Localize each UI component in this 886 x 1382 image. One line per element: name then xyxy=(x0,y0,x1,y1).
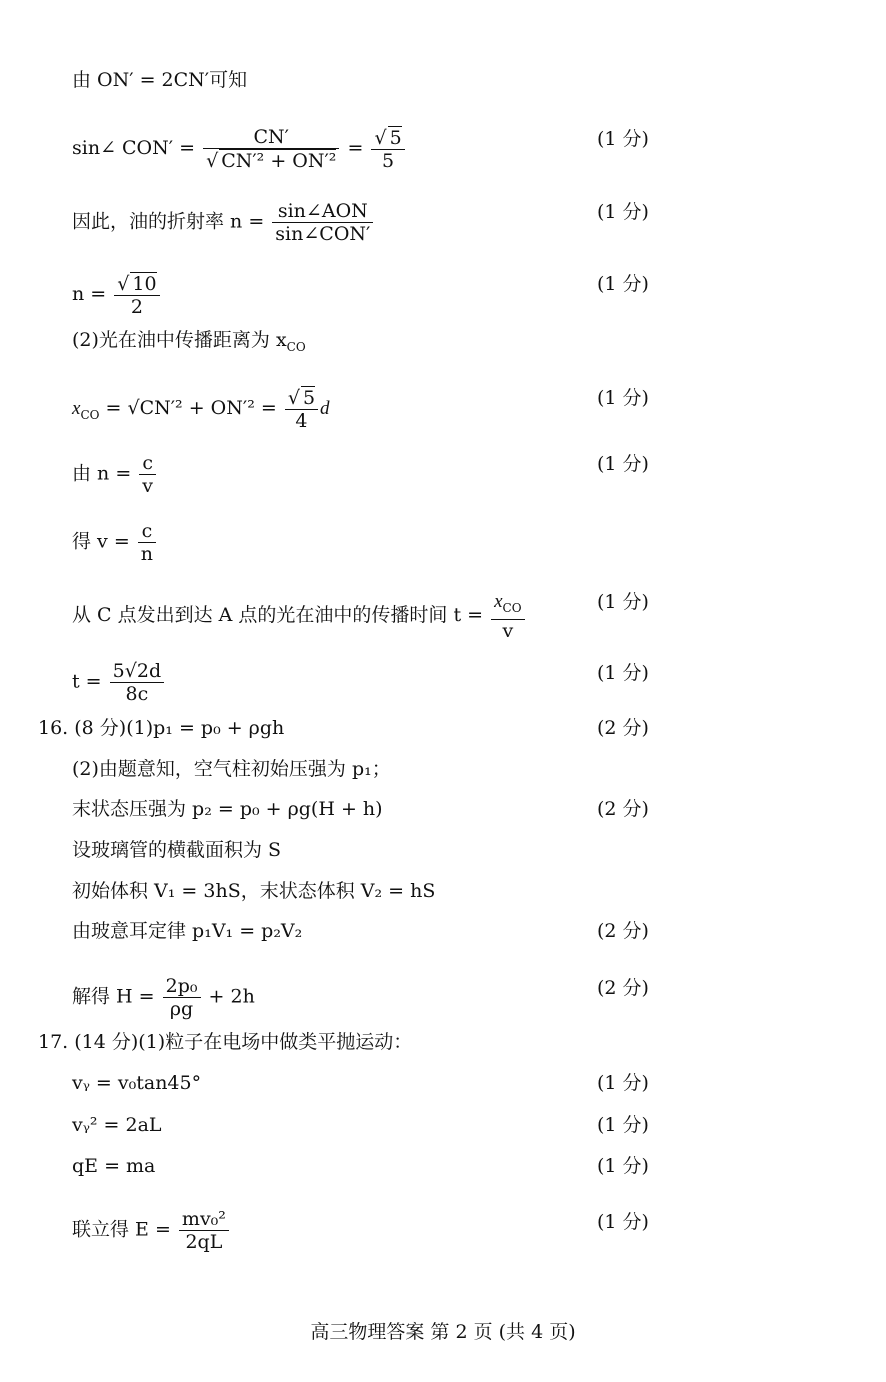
text-line xyxy=(72,328,306,359)
score-label: (1 分) xyxy=(597,387,649,409)
score-label: (2 分) xyxy=(597,920,649,942)
fraction-denominator: n xyxy=(140,543,154,565)
formula-lhs: 解得 H = xyxy=(72,985,155,1008)
line-text: (2)光在油中传播距离为 x xyxy=(72,329,287,351)
formula-line xyxy=(72,1113,162,1137)
line-text: 17. (14 分)(1)粒子在电场中做类平抛运动： xyxy=(38,1031,413,1053)
fraction-numerator: mv₀² xyxy=(179,1208,229,1231)
formula-lhs: n = xyxy=(72,283,107,305)
score-label: (1 分) xyxy=(597,1114,649,1136)
text-line xyxy=(72,879,435,903)
line-text: vᵧ = v₀tan45° xyxy=(72,1072,202,1094)
formula-lhs: 联立得 E = xyxy=(72,1218,171,1241)
subscript: CO xyxy=(80,407,100,422)
line-text: 设玻璃管的横截面积为 S xyxy=(72,839,282,861)
line-text: vᵧ² = 2aL xyxy=(72,1114,162,1136)
score-label: (1 分) xyxy=(597,201,649,223)
formula-middle: = √CN′² + ON′² = xyxy=(105,397,277,419)
formula-line xyxy=(72,975,255,1020)
formula-line xyxy=(72,126,407,172)
fraction-denominator: 5 xyxy=(382,150,395,172)
page-footer: 高三物理答案 第 2 页 (共 4 页) xyxy=(310,1321,576,1343)
line-text: (2)由题意知，空气柱初始压强为 p₁； xyxy=(72,758,391,780)
sqrt-content: 5 xyxy=(302,387,316,409)
formula-lhs: 得 v = xyxy=(72,530,130,553)
fraction-denominator: sin∠CON′ xyxy=(275,223,371,245)
formula-line xyxy=(72,520,158,565)
fraction-denominator: 4 xyxy=(295,410,308,432)
fraction-denominator: 2 xyxy=(130,296,143,318)
fraction-numerator: sin∠AON xyxy=(272,200,373,223)
text-line xyxy=(72,919,302,943)
fraction xyxy=(114,272,159,318)
line-text: 16. (8 分)(1)p₁ = p₀ + ρgh xyxy=(38,717,285,739)
fraction-numerator: √ 5 xyxy=(285,386,318,410)
formula-line xyxy=(72,590,527,642)
score-label: (1 分) xyxy=(597,453,649,475)
score-label: (1 分) xyxy=(597,1155,649,1177)
fraction-numerator: √ 5 xyxy=(371,126,404,150)
score-label: (1 分) xyxy=(597,591,649,613)
formula-lhs: sin∠ CON′ = xyxy=(72,137,196,159)
fraction xyxy=(203,126,339,172)
text-line xyxy=(72,797,383,821)
fraction xyxy=(179,1208,229,1253)
formula-lhs: 从 C 点发出到达 A 点的光在油中的传播时间 t = xyxy=(72,603,484,626)
question-17-heading xyxy=(38,1030,412,1054)
fraction xyxy=(138,520,156,565)
fraction-denominator: 8c xyxy=(125,683,149,705)
fraction-numerator: CN′ xyxy=(203,126,339,149)
line-text: 初始体积 V₁ = 3hS，末状态体积 V₂ = hS xyxy=(72,880,436,902)
fraction-denominator: v xyxy=(502,619,514,642)
sqrt-content: 5 xyxy=(389,127,402,149)
formula-line xyxy=(72,386,330,432)
variable: d xyxy=(320,398,330,419)
score-label: (1 分) xyxy=(597,1072,649,1094)
formula-lhs: t = xyxy=(72,670,102,693)
fraction xyxy=(163,975,201,1020)
fraction xyxy=(139,452,156,497)
formula-tail: + 2h xyxy=(208,985,255,1008)
fraction xyxy=(272,200,373,245)
line-text: 由玻意耳定律 p₁V₁ = p₂V₂ xyxy=(72,920,303,942)
formula-line xyxy=(72,272,162,318)
formula-line xyxy=(72,200,375,245)
fraction-denominator: √ CN′² + ON′² xyxy=(206,150,337,172)
fraction xyxy=(371,126,404,172)
fraction-numerator: 2p₀ xyxy=(163,975,201,998)
text-line xyxy=(72,68,247,92)
text-line xyxy=(72,838,281,862)
variable: x xyxy=(494,591,503,612)
score-label: (2 分) xyxy=(597,977,649,999)
fraction-numerator: c xyxy=(139,452,156,475)
formula-lhs: 因此，油的折射率 n = xyxy=(72,210,265,233)
score-label: (1 分) xyxy=(597,273,649,295)
score-label: (1 分) xyxy=(597,662,649,684)
line-text: 由 ON′ = 2CN′可知 xyxy=(72,69,248,91)
equals-sign: = xyxy=(347,137,364,159)
formula-line xyxy=(72,452,158,497)
fraction xyxy=(110,660,164,705)
fraction xyxy=(285,386,318,432)
formula-line xyxy=(72,1208,231,1253)
fraction-denominator: ρg xyxy=(169,998,194,1020)
question-16-heading xyxy=(38,716,284,740)
sqrt-content: 10 xyxy=(132,273,157,295)
variable: x xyxy=(72,398,81,419)
line-text: qE = ma xyxy=(72,1155,156,1177)
subscript: CO xyxy=(502,600,522,615)
formula-lhs: 由 n = xyxy=(72,462,132,485)
formula-line xyxy=(72,1071,201,1095)
score-label: (2 分) xyxy=(597,798,649,820)
score-label: (1 分) xyxy=(597,128,649,150)
fraction-denominator: 2qL xyxy=(185,1231,223,1253)
text-line xyxy=(72,757,391,781)
formula-line xyxy=(72,660,166,705)
score-label: (1 分) xyxy=(597,1211,649,1233)
fraction-numerator: √ 10 xyxy=(114,272,159,296)
fraction xyxy=(491,590,524,642)
fraction-numerator xyxy=(491,590,524,620)
line-text: 末状态压强为 p₂ = p₀ + ρg(H + h) xyxy=(72,798,383,820)
fraction-numerator: 5√2d xyxy=(110,660,164,683)
score-label: (2 分) xyxy=(597,717,649,739)
formula-line xyxy=(72,1154,155,1178)
sqrt-content: CN′² + ON′² xyxy=(221,150,337,172)
fraction-numerator: c xyxy=(138,520,156,543)
fraction-denominator: v xyxy=(142,475,154,497)
subscript: CO xyxy=(286,339,306,354)
